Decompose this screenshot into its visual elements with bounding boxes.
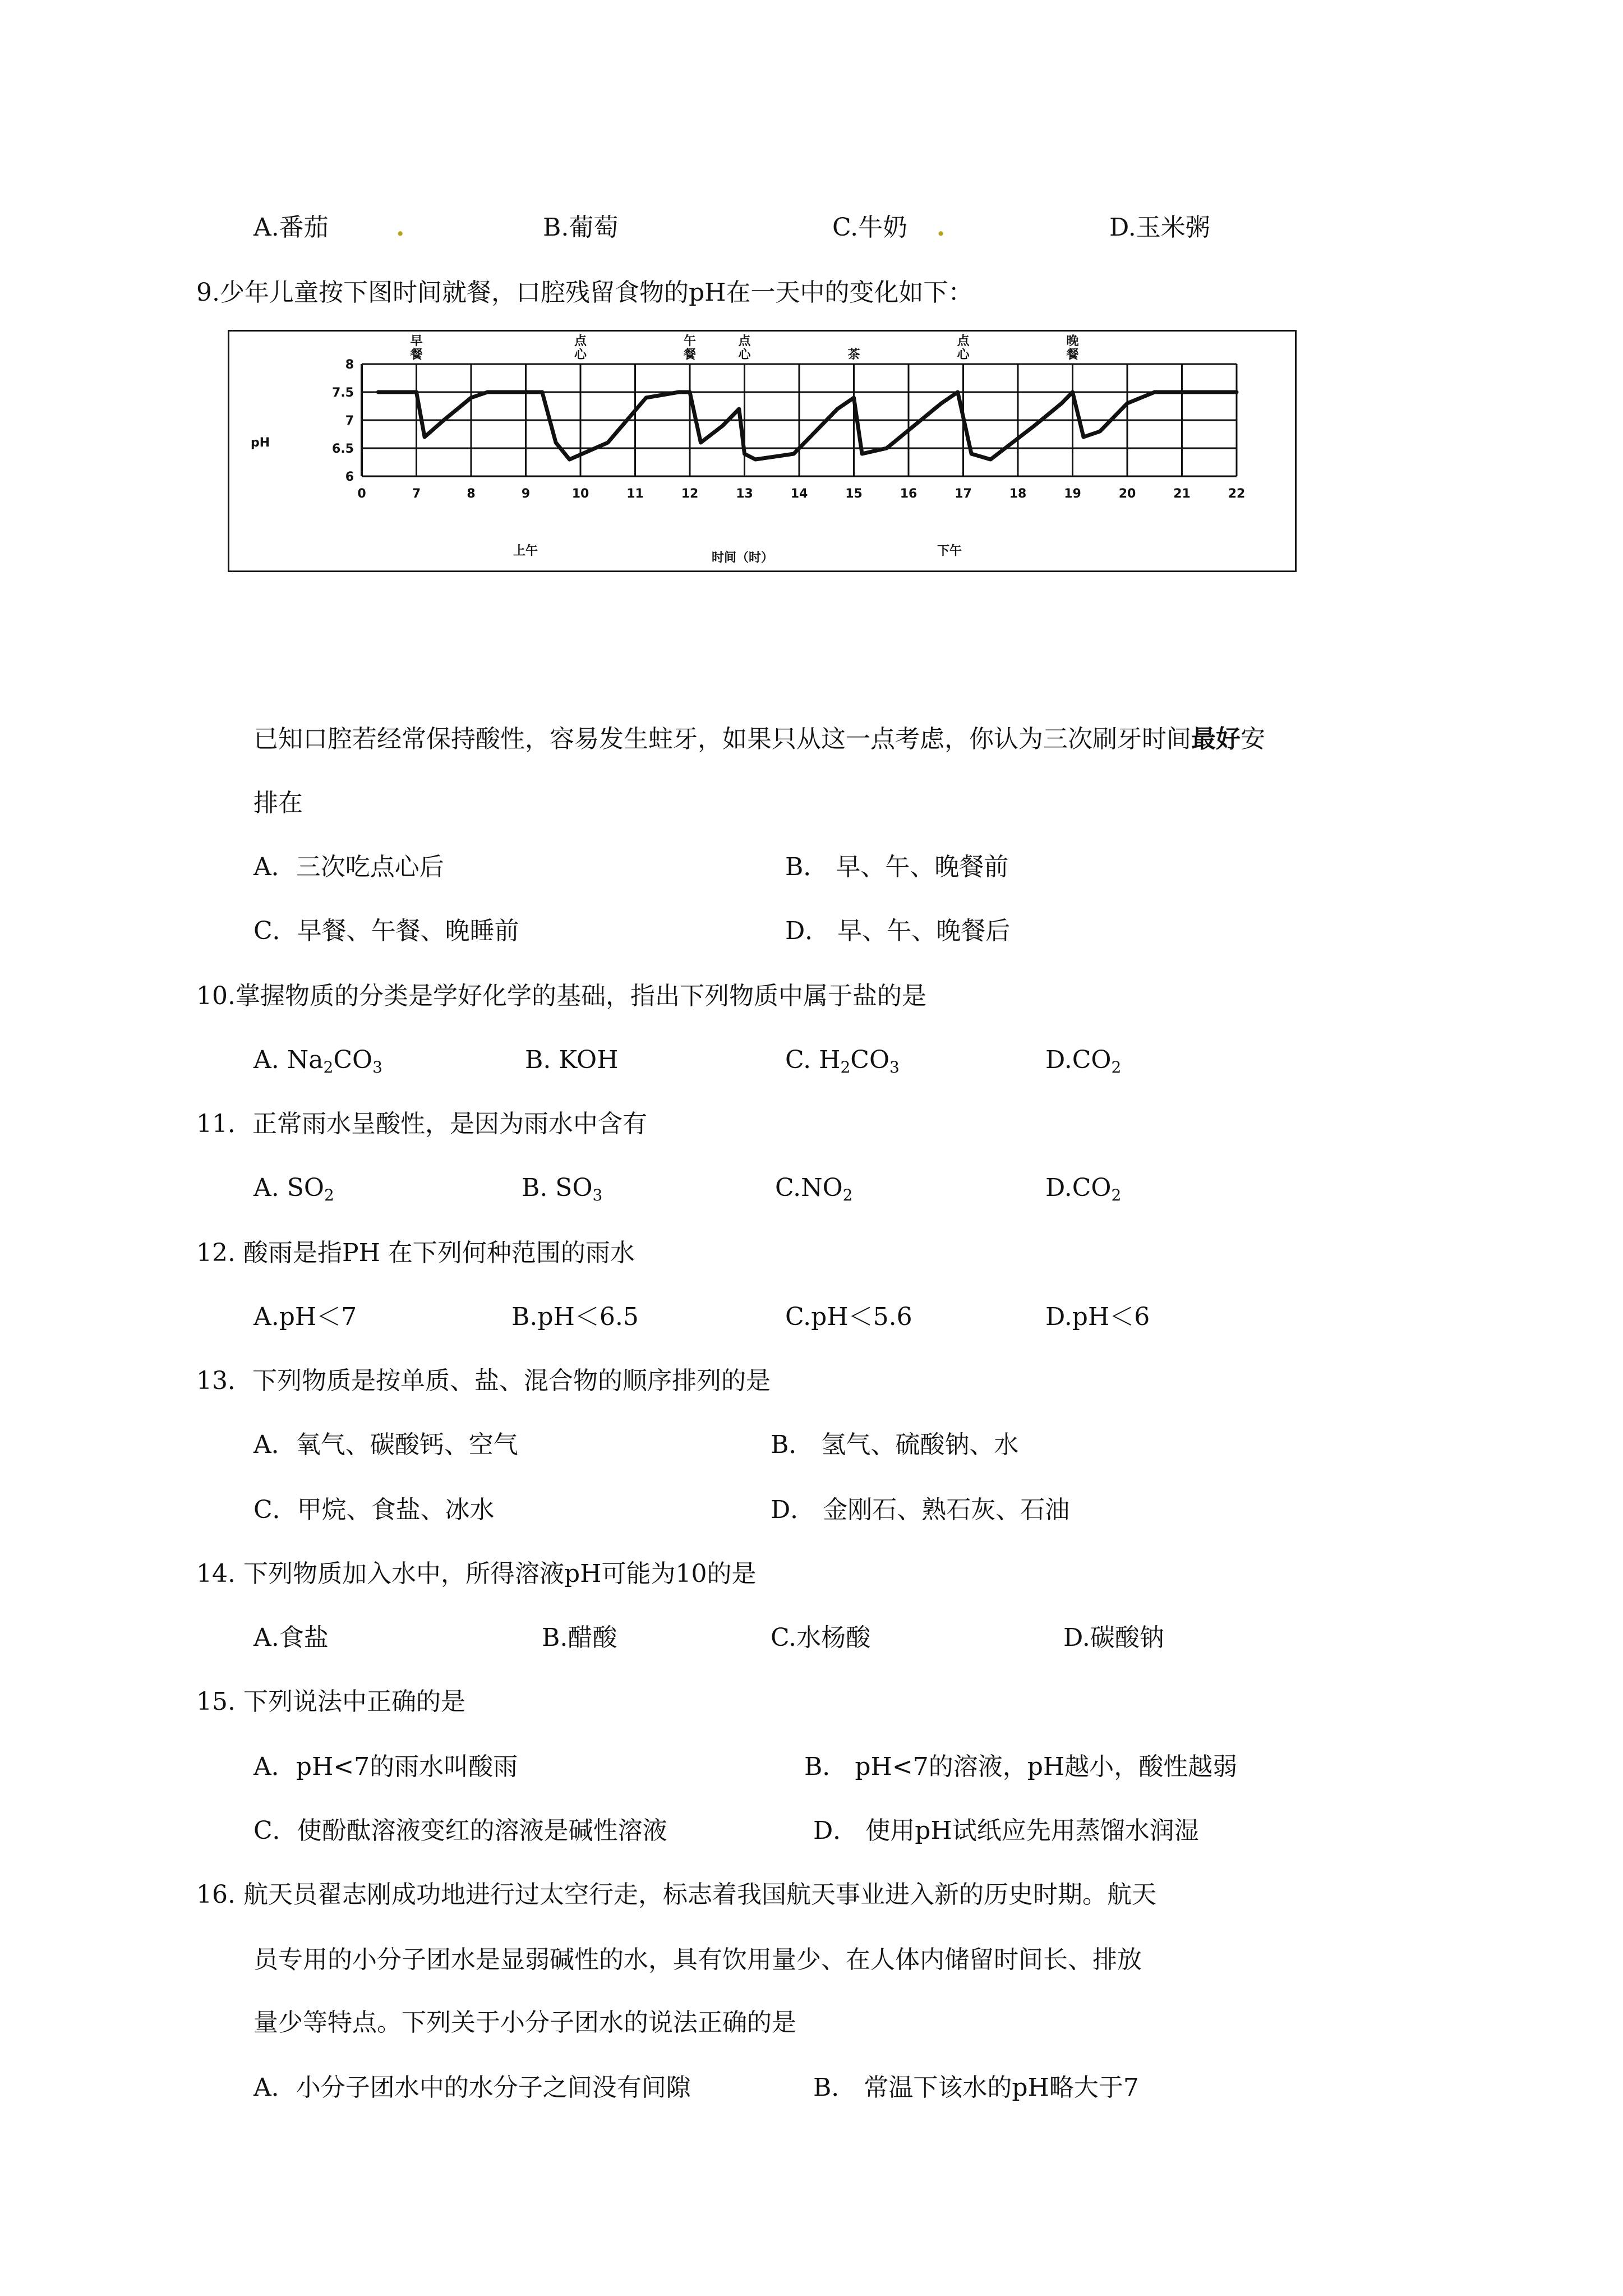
q13-option-d: D． 金刚石、熟石灰、石油 (771, 1496, 1070, 1524)
q12-option-b: B.pH＜6.5 (511, 1303, 639, 1331)
q10-stem: 10.掌握物质的分类是学好化学的基础，指出下列物质中属于盐的是 (196, 982, 926, 1010)
q9-option-d: D． 早、午、晚餐后 (785, 917, 1011, 945)
x-axis-label: 时间（时） (712, 551, 774, 565)
y-tick-label: 6 (345, 470, 354, 484)
q14-option-d: D.碳酸钠 (1063, 1623, 1164, 1652)
x-tick-label: 15 (845, 487, 863, 501)
meal-label: 茶 (847, 348, 860, 362)
q9-paragraph-line2: 排在 (253, 789, 303, 817)
q15-option-d: D． 使用pH试纸应先用蒸馏水润湿 (813, 1816, 1199, 1845)
x-tick-label: 12 (681, 487, 699, 501)
y-tick-label: 8 (345, 358, 354, 372)
q11-option-d: $D.CO_2$ (1045, 1174, 1122, 1204)
meal-label: 点心 (957, 334, 970, 362)
q12-option-d: D.pH＜6 (1045, 1303, 1150, 1331)
x-tick-label: 0 (357, 487, 366, 501)
meal-label: 晚餐 (1066, 334, 1079, 362)
x-tick-label: 11 (626, 487, 644, 501)
q15-option-b: B． pH<7的溶液，pH越小，酸性越弱 (804, 1752, 1238, 1781)
y-tick-label: 6.5 (332, 442, 354, 456)
x-tick-label: 18 (1009, 487, 1027, 501)
q16-option-a: A．小分子团水中的水分子之间没有间隙 (253, 2073, 691, 2102)
x-tick-label: 16 (900, 487, 917, 501)
q14-option-b: B.醋酸 (542, 1623, 617, 1652)
q13-option-b: B． 氢气、硫酸钠、水 (771, 1430, 1019, 1459)
q14-stem: 14. 下列物质加入水中，所得溶液pH可能为10的是 (196, 1559, 757, 1588)
q11-option-c: $C.NO_2$ (775, 1174, 853, 1204)
q14-option-a: A.食盐 (253, 1623, 329, 1652)
q13-option-c: C．甲烷、食盐、冰水 (253, 1496, 495, 1524)
q14-option-c: C.水杨酸 (771, 1623, 871, 1652)
q9-option-c: C．早餐、午餐、晚睡前 (253, 917, 519, 945)
q12-option-c: C.pH＜5.6 (785, 1303, 912, 1331)
q15-option-a: A．pH<7的雨水叫酸雨 (253, 1752, 518, 1781)
q10-option-a: A. $Na_2CO_3$ (253, 1046, 382, 1076)
q13-option-a: A．氧气、碳酸钙、空气 (253, 1430, 518, 1459)
q9-paragraph-text: 已知口腔若经常保持酸性，容易发生蛀牙，如果只从这一点考虑，你认为三次刷牙时间 (253, 725, 1191, 753)
x-tick-label: 14 (790, 487, 808, 501)
q8-option-c: C.牛奶 (832, 213, 908, 242)
q11-option-a: A. $SO_2$ (253, 1174, 334, 1204)
ph-series-line (378, 392, 1237, 459)
axis-note-afternoon: 下午 (937, 544, 962, 558)
meal-label: 点心 (738, 334, 751, 362)
q10-option-d: $D.CO_2$ (1045, 1046, 1122, 1076)
axis-note-morning: 上午 (513, 544, 538, 558)
y-tick-label: 7 (345, 414, 354, 428)
x-tick-label: 7 (412, 487, 421, 501)
meal-label: 早餐 (410, 334, 423, 362)
x-tick-label: 17 (955, 487, 972, 501)
q9-option-b: B． 早、午、晚餐前 (785, 853, 1009, 881)
q15-stem: 15. 下列说法中正确的是 (196, 1687, 465, 1716)
q8-option-a: A.番茄 (253, 213, 329, 242)
ph-chart-svg (229, 332, 1295, 570)
q15-option-c: C．使酚酞溶液变红的溶液是碱性溶液 (253, 1816, 667, 1845)
x-tick-label: 10 (571, 487, 589, 501)
x-tick-label: 21 (1173, 487, 1191, 501)
q8-option-d: D.玉米粥 (1109, 213, 1210, 242)
q9-paragraph-line1 (253, 724, 1265, 755)
q16-stem-line1: 16. 航天员翟志刚成功地进行过太空行走，标志着我国航天事业进入新的历史时期。航天 (196, 1880, 1156, 1909)
y-tick-label: 7.5 (332, 386, 354, 400)
q16-option-b: B． 常温下该水的pH略大于7 (813, 2073, 1139, 2102)
y-axis-label: pH (251, 436, 270, 450)
meal-label: 午餐 (683, 334, 697, 362)
x-tick-label: 22 (1228, 487, 1246, 501)
decorative-dot: . (396, 213, 405, 242)
x-tick-label: 9 (521, 487, 531, 501)
q9-paragraph-tail: 安 (1241, 725, 1265, 753)
x-tick-label: 8 (467, 487, 476, 501)
q11-stem: 11．正常雨水呈酸性，是因为雨水中含有 (196, 1110, 647, 1138)
q11-option-b: B. $SO_3$ (522, 1174, 603, 1204)
q8-option-b: B.葡萄 (543, 213, 619, 242)
q16-stem-line2: 员专用的小分子团水是显弱碱性的水，具有饮用量少、在人体内储留时间长、排放 (253, 1945, 1142, 1974)
q12-stem: 12. 酸雨是指PH 在下列何种范围的雨水 (196, 1239, 635, 1267)
q12-option-a: A.pH＜7 (253, 1303, 357, 1331)
x-tick-label: 19 (1064, 487, 1081, 501)
q9-emphasis-best: 最好 (1191, 725, 1241, 753)
meal-label: 点心 (574, 334, 587, 362)
q16-stem-line3: 量少等特点。下列关于小分子团水的说法正确的是 (253, 2008, 796, 2037)
ph-chart (228, 330, 1297, 572)
q13-stem: 13．下列物质是按单质、盐、混合物的顺序排列的是 (196, 1366, 771, 1395)
q9-option-a: A．三次吃点心后 (253, 853, 444, 881)
x-tick-label: 20 (1118, 487, 1136, 501)
x-tick-label: 13 (736, 487, 753, 501)
q9-stem: 9.少年儿童按下图时间就餐，口腔残留食物的pH在一天中的变化如下： (196, 278, 973, 307)
decorative-dot: . (937, 213, 946, 242)
q10-option-b: B. KOH (525, 1046, 619, 1074)
q10-option-c: C. $H_2CO_3$ (785, 1046, 900, 1076)
